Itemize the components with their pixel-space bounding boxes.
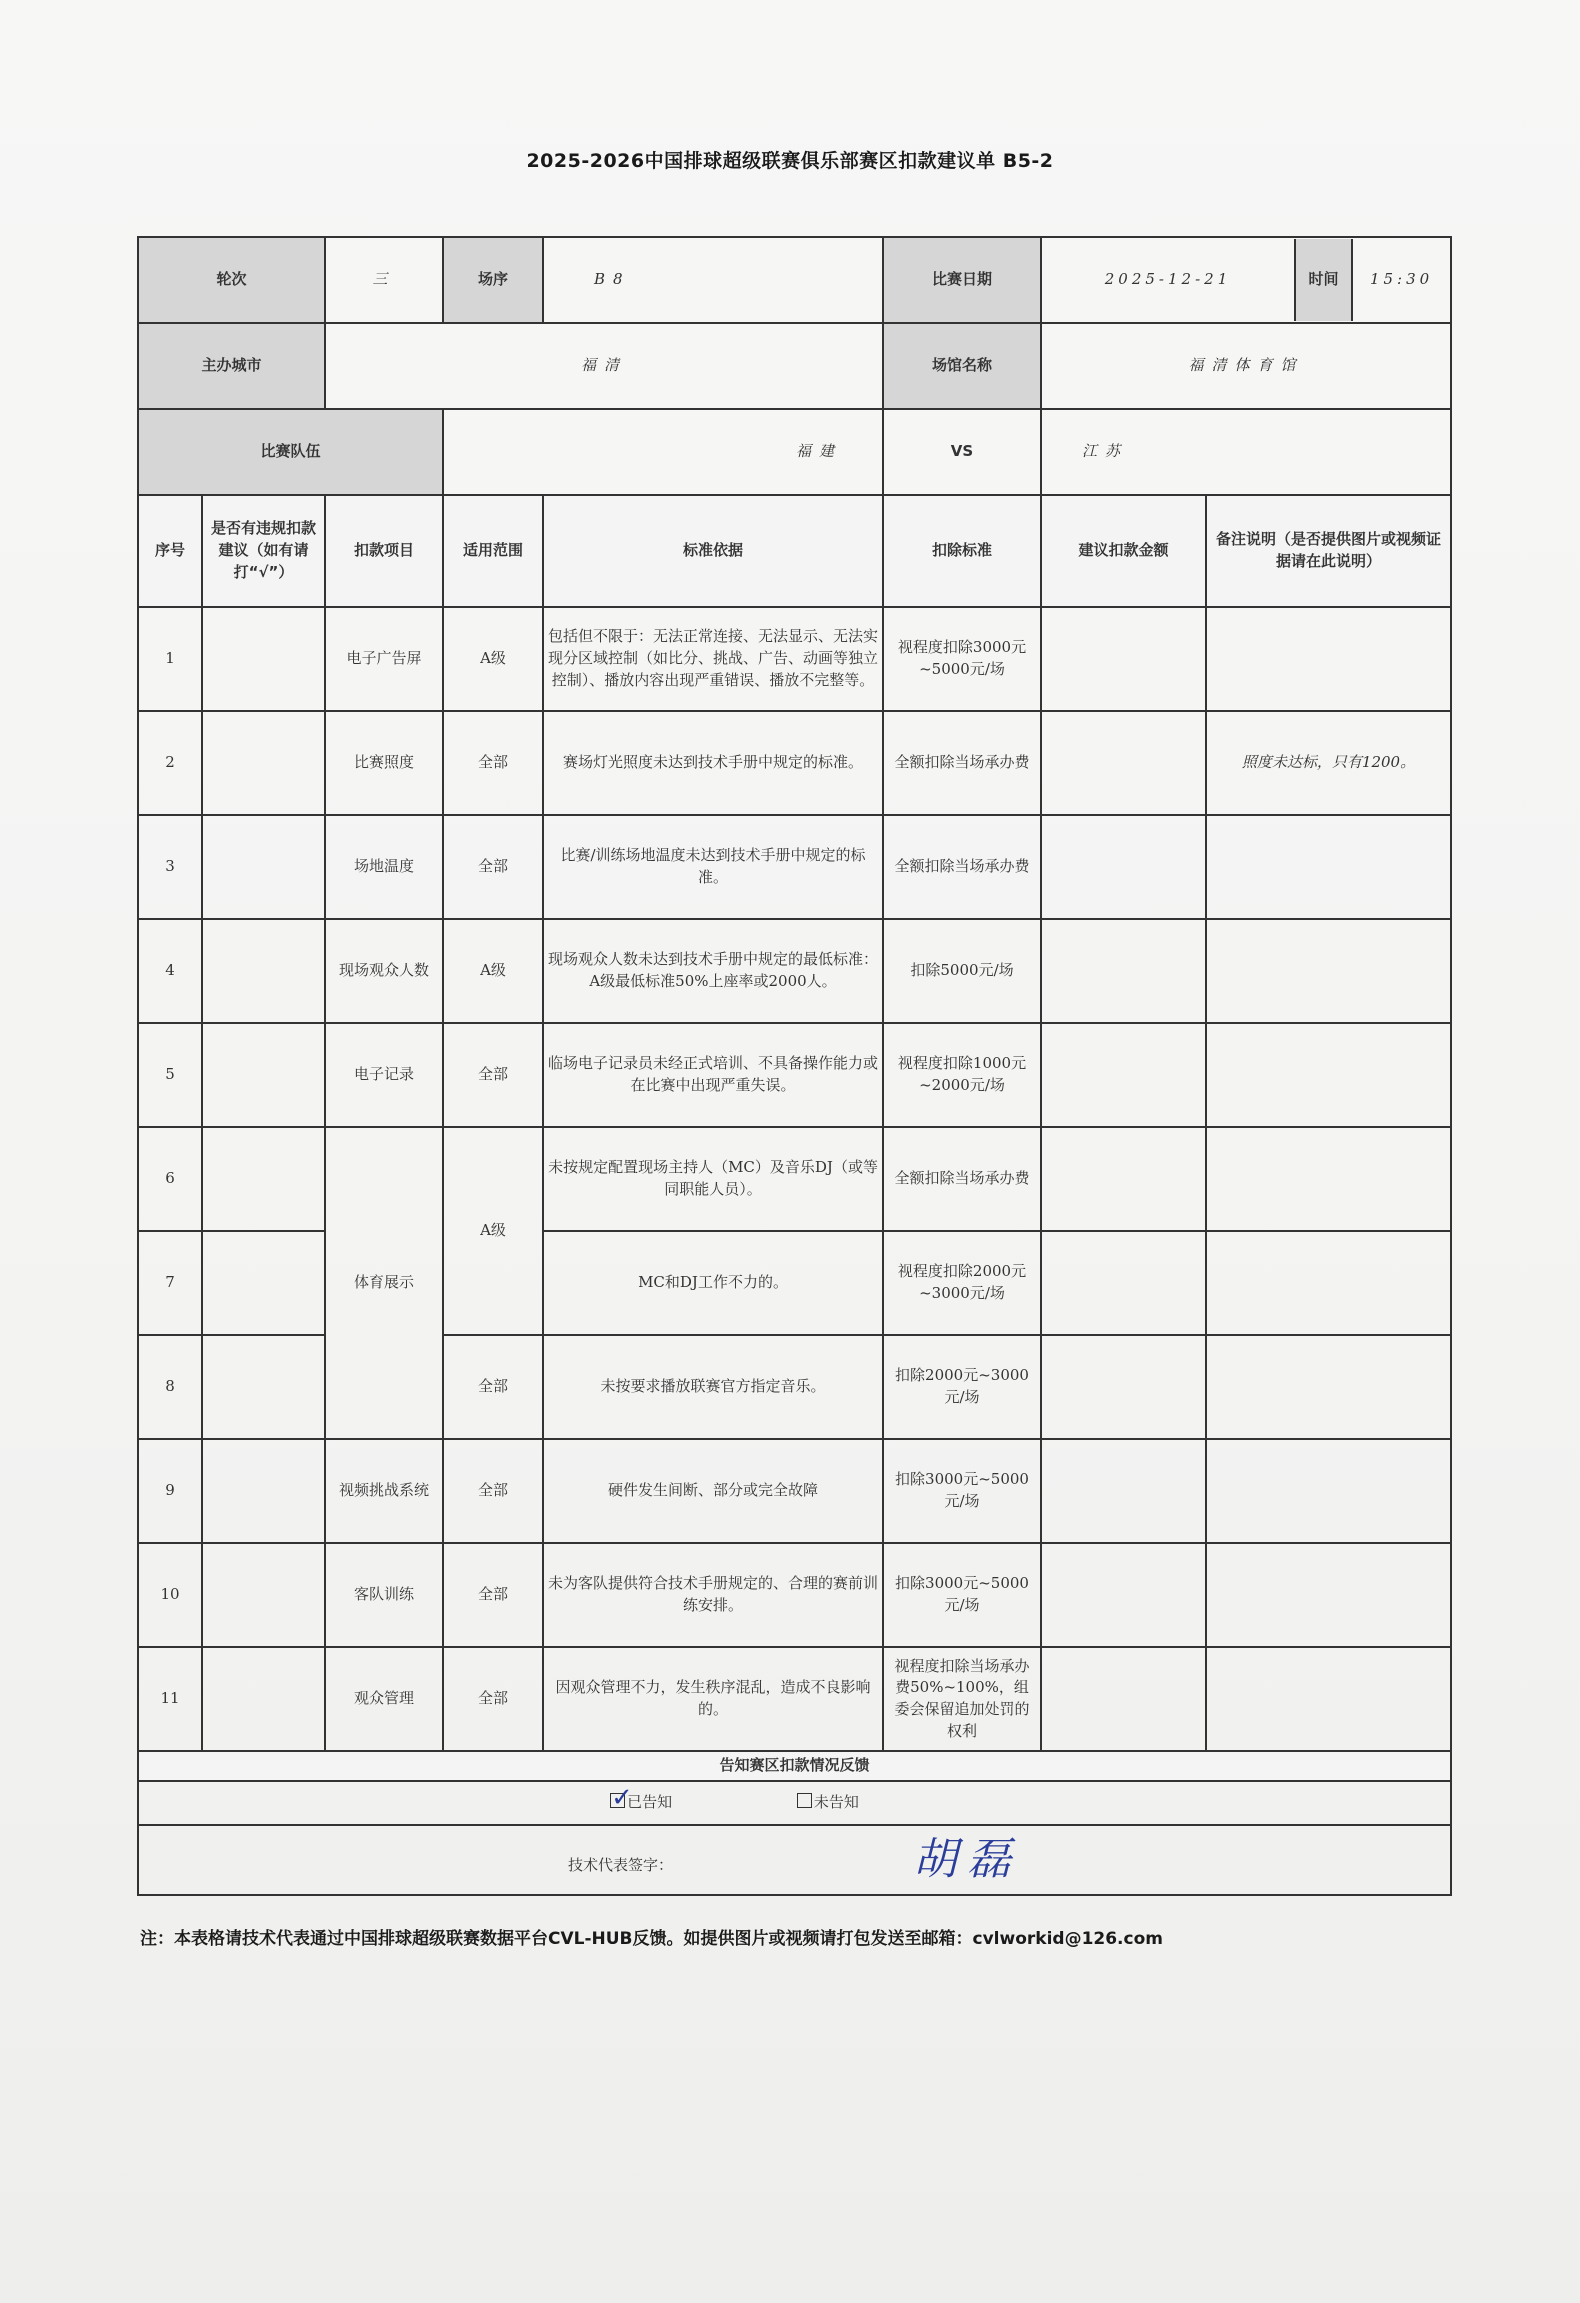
row-item: 电子记录 bbox=[325, 1023, 443, 1127]
violation-mark-cell[interactable] bbox=[202, 1127, 325, 1231]
feedback-options bbox=[138, 1781, 1451, 1825]
row-standard: 扣除3000元~5000元/场 bbox=[883, 1543, 1041, 1647]
row-scope: 全部 bbox=[443, 1023, 543, 1127]
date-time-subtable bbox=[1042, 239, 1450, 321]
row-scope: A级 bbox=[443, 607, 543, 711]
row-no: 3 bbox=[138, 815, 202, 919]
row-no: 8 bbox=[138, 1335, 202, 1439]
row-item: 观众管理 bbox=[325, 1647, 443, 1751]
check-mark-icon: ✓ bbox=[611, 1783, 633, 1814]
row-item: 体育展示 bbox=[325, 1127, 443, 1439]
amount-cell[interactable] bbox=[1041, 1543, 1206, 1647]
row-note[interactable] bbox=[1206, 1647, 1451, 1751]
match-no-label: 场序 bbox=[443, 237, 543, 323]
round-value: 三 bbox=[325, 237, 443, 323]
row-criterion: 包括但不限于：无法正常连接、无法显示、无法实现分区域控制（如比分、挑战、广告、动画等独立控制）、播放内容出现严重错误、播放不完整等。 bbox=[543, 607, 883, 711]
violation-mark-cell[interactable] bbox=[202, 711, 325, 815]
row-no: 6 bbox=[138, 1127, 202, 1231]
signature-row bbox=[138, 1825, 1451, 1895]
table-row bbox=[138, 1543, 1451, 1647]
table-row bbox=[138, 1647, 1451, 1751]
col-header-amount: 建议扣款金额 bbox=[1041, 495, 1206, 607]
informed-checkbox[interactable] bbox=[610, 1783, 633, 1814]
row-no: 11 bbox=[138, 1647, 202, 1751]
row-standard: 全额扣除当场承办费 bbox=[883, 1127, 1041, 1231]
row-scope: 全部 bbox=[443, 711, 543, 815]
violation-mark-cell[interactable] bbox=[202, 815, 325, 919]
row-standard: 全额扣除当场承办费 bbox=[883, 711, 1041, 815]
row-item: 视频挑战系统 bbox=[325, 1439, 443, 1543]
violation-mark-cell[interactable] bbox=[202, 1023, 325, 1127]
teams-label: 比赛队伍 bbox=[138, 409, 443, 495]
row-scope: 全部 bbox=[443, 1439, 543, 1543]
violation-mark-cell[interactable] bbox=[202, 607, 325, 711]
row-no: 5 bbox=[138, 1023, 202, 1127]
row-criterion: 硬件发生间断、部分或完全故障 bbox=[543, 1439, 883, 1543]
amount-cell[interactable] bbox=[1041, 919, 1206, 1023]
row-scope: 全部 bbox=[443, 815, 543, 919]
row-criterion: 未按要求播放联赛官方指定音乐。 bbox=[543, 1335, 883, 1439]
row-no: 7 bbox=[138, 1231, 202, 1335]
row-no: 4 bbox=[138, 919, 202, 1023]
row-scope: A级 bbox=[443, 919, 543, 1023]
violation-mark-cell[interactable] bbox=[202, 1647, 325, 1751]
venue-label: 场馆名称 bbox=[883, 323, 1041, 409]
row-scope: A级 bbox=[443, 1127, 543, 1335]
date-value: 2025-12-21 bbox=[1042, 239, 1295, 321]
row-standard: 扣除5000元/场 bbox=[883, 919, 1041, 1023]
round-label: 轮次 bbox=[138, 237, 325, 323]
vs-label: VS bbox=[883, 409, 1041, 495]
row-no: 1 bbox=[138, 607, 202, 711]
col-header-scope: 适用范围 bbox=[443, 495, 543, 607]
row-no: 9 bbox=[138, 1439, 202, 1543]
row-standard: 全额扣除当场承办费 bbox=[883, 815, 1041, 919]
row-criterion: 未为客队提供符合技术手册规定的、合理的赛前训练安排。 bbox=[543, 1543, 883, 1647]
signature-cell[interactable] bbox=[138, 1825, 1451, 1895]
col-header-criterion: 标准依据 bbox=[543, 495, 883, 607]
row-no: 2 bbox=[138, 711, 202, 815]
informed-option[interactable] bbox=[610, 1783, 673, 1814]
teams-row bbox=[138, 409, 1451, 495]
row-standard: 扣除2000元~3000元/场 bbox=[883, 1335, 1041, 1439]
amount-cell[interactable] bbox=[1041, 1231, 1206, 1335]
row-criterion: 现场观众人数未达到技术手册中规定的最低标准：A级最低标准50%上座率或2000人。 bbox=[543, 919, 883, 1023]
row-criterion: MC和DJ工作不力的。 bbox=[543, 1231, 883, 1335]
amount-cell[interactable] bbox=[1041, 711, 1206, 815]
document-title: 2025-2026中国排球超级联赛俱乐部赛区扣款建议单 B5-2 bbox=[526, 150, 1054, 172]
amount-cell[interactable] bbox=[1041, 607, 1206, 711]
violation-mark-cell[interactable] bbox=[202, 1543, 325, 1647]
violation-mark-cell[interactable] bbox=[202, 1335, 325, 1439]
date-time-cell bbox=[1041, 237, 1451, 323]
row-note[interactable] bbox=[1206, 815, 1451, 919]
column-header-row bbox=[138, 495, 1451, 607]
row-criterion: 赛场灯光照度未达到技术手册中规定的标准。 bbox=[543, 711, 883, 815]
informed-label: 已告知 bbox=[627, 1793, 673, 1812]
amount-cell[interactable] bbox=[1041, 1127, 1206, 1231]
time-label: 时间 bbox=[1295, 239, 1352, 321]
table-row bbox=[138, 815, 1451, 919]
row-standard: 视程度扣除1000元~2000元/场 bbox=[883, 1023, 1041, 1127]
deduction-form-table bbox=[137, 236, 1452, 1896]
not-informed-option[interactable] bbox=[797, 1792, 859, 1814]
row-item: 现场观众人数 bbox=[325, 919, 443, 1023]
violation-mark-cell[interactable] bbox=[202, 1439, 325, 1543]
not-informed-checkbox[interactable] bbox=[797, 1793, 812, 1808]
row-no: 10 bbox=[138, 1543, 202, 1647]
row-criterion: 比赛/训练场地温度未达到技术手册中规定的标准。 bbox=[543, 815, 883, 919]
row-criterion: 因观众管理不力，发生秩序混乱，造成不良影响的。 bbox=[543, 1647, 883, 1751]
footnote: 注：本表格请技术代表通过中国排球超级联赛数据平台CVL-HUB反馈。如提供图片或视频请打包发送至邮箱：cvlworkid@126.com bbox=[140, 1929, 1163, 1949]
header-row-1 bbox=[138, 237, 1451, 323]
col-header-no: 序号 bbox=[138, 495, 202, 607]
row-standard: 视程度扣除3000元~5000元/场 bbox=[883, 607, 1041, 711]
team-away: 江苏 bbox=[1041, 409, 1451, 495]
row-note[interactable] bbox=[1206, 1335, 1451, 1439]
table-row bbox=[138, 1023, 1451, 1127]
row-item: 场地温度 bbox=[325, 815, 443, 919]
table-row bbox=[138, 711, 1451, 815]
amount-cell[interactable] bbox=[1041, 1439, 1206, 1543]
row-item: 电子广告屏 bbox=[325, 607, 443, 711]
row-note[interactable]: 照度未达标，只有1200。 bbox=[1206, 711, 1451, 815]
col-header-standard: 扣除标准 bbox=[883, 495, 1041, 607]
match-no-value: B8 bbox=[543, 237, 883, 323]
table-row bbox=[138, 607, 1451, 711]
row-scope: 全部 bbox=[443, 1543, 543, 1647]
row-item: 比赛照度 bbox=[325, 711, 443, 815]
table-row bbox=[138, 1127, 1451, 1231]
row-note[interactable] bbox=[1206, 1127, 1451, 1231]
amount-cell[interactable] bbox=[1041, 1647, 1206, 1751]
row-standard: 视程度扣除当场承办费50%~100%，组委会保留追加处罚的权利 bbox=[883, 1647, 1041, 1751]
row-scope: 全部 bbox=[443, 1335, 543, 1439]
date-label: 比赛日期 bbox=[883, 237, 1041, 323]
feedback-heading: 告知赛区扣款情况反馈 bbox=[138, 1751, 1451, 1781]
city-label: 主办城市 bbox=[138, 323, 325, 409]
row-scope: 全部 bbox=[443, 1647, 543, 1751]
row-standard: 视程度扣除2000元~3000元/场 bbox=[883, 1231, 1041, 1335]
row-standard: 扣除3000元~5000元/场 bbox=[883, 1439, 1041, 1543]
team-home: 福建 bbox=[443, 409, 883, 495]
signature-value: 胡磊 bbox=[913, 1834, 1022, 1885]
violation-mark-cell[interactable] bbox=[202, 1231, 325, 1335]
row-criterion: 临场电子记录员未经正式培训、不具备操作能力或在比赛中出现严重失误。 bbox=[543, 1023, 883, 1127]
row-note[interactable] bbox=[1206, 1543, 1451, 1647]
row-note[interactable] bbox=[1206, 1023, 1451, 1127]
row-item: 客队训练 bbox=[325, 1543, 443, 1647]
row-note[interactable] bbox=[1206, 607, 1451, 711]
time-value: 15:30 bbox=[1369, 270, 1434, 289]
row-note[interactable] bbox=[1206, 919, 1451, 1023]
row-note[interactable] bbox=[1206, 1231, 1451, 1335]
feedback-options-row bbox=[138, 1781, 1451, 1825]
signature-label: 技术代表签字： bbox=[568, 1856, 674, 1874]
amount-cell[interactable] bbox=[1041, 1023, 1206, 1127]
venue-value: 福清体育馆 bbox=[1041, 323, 1451, 409]
col-header-item: 扣款项目 bbox=[325, 495, 443, 607]
table-row bbox=[138, 919, 1451, 1023]
header-row-2 bbox=[138, 323, 1451, 409]
row-criterion: 未按规定配置现场主持人（MC）及音乐DJ（或等同职能人员）。 bbox=[543, 1127, 883, 1231]
not-informed-label: 未告知 bbox=[813, 1793, 859, 1812]
amount-cell[interactable] bbox=[1041, 815, 1206, 919]
feedback-heading-row bbox=[138, 1751, 1451, 1781]
violation-mark-cell[interactable] bbox=[202, 919, 325, 1023]
row-note[interactable] bbox=[1206, 1439, 1451, 1543]
table-row bbox=[138, 1439, 1451, 1543]
amount-cell[interactable] bbox=[1041, 1335, 1206, 1439]
city-value: 福清 bbox=[325, 323, 883, 409]
col-header-violation: 是否有违规扣款建议（如有请打“√”） bbox=[202, 495, 325, 607]
col-header-note: 备注说明（是否提供图片或视频证据请在此说明） bbox=[1206, 495, 1451, 607]
